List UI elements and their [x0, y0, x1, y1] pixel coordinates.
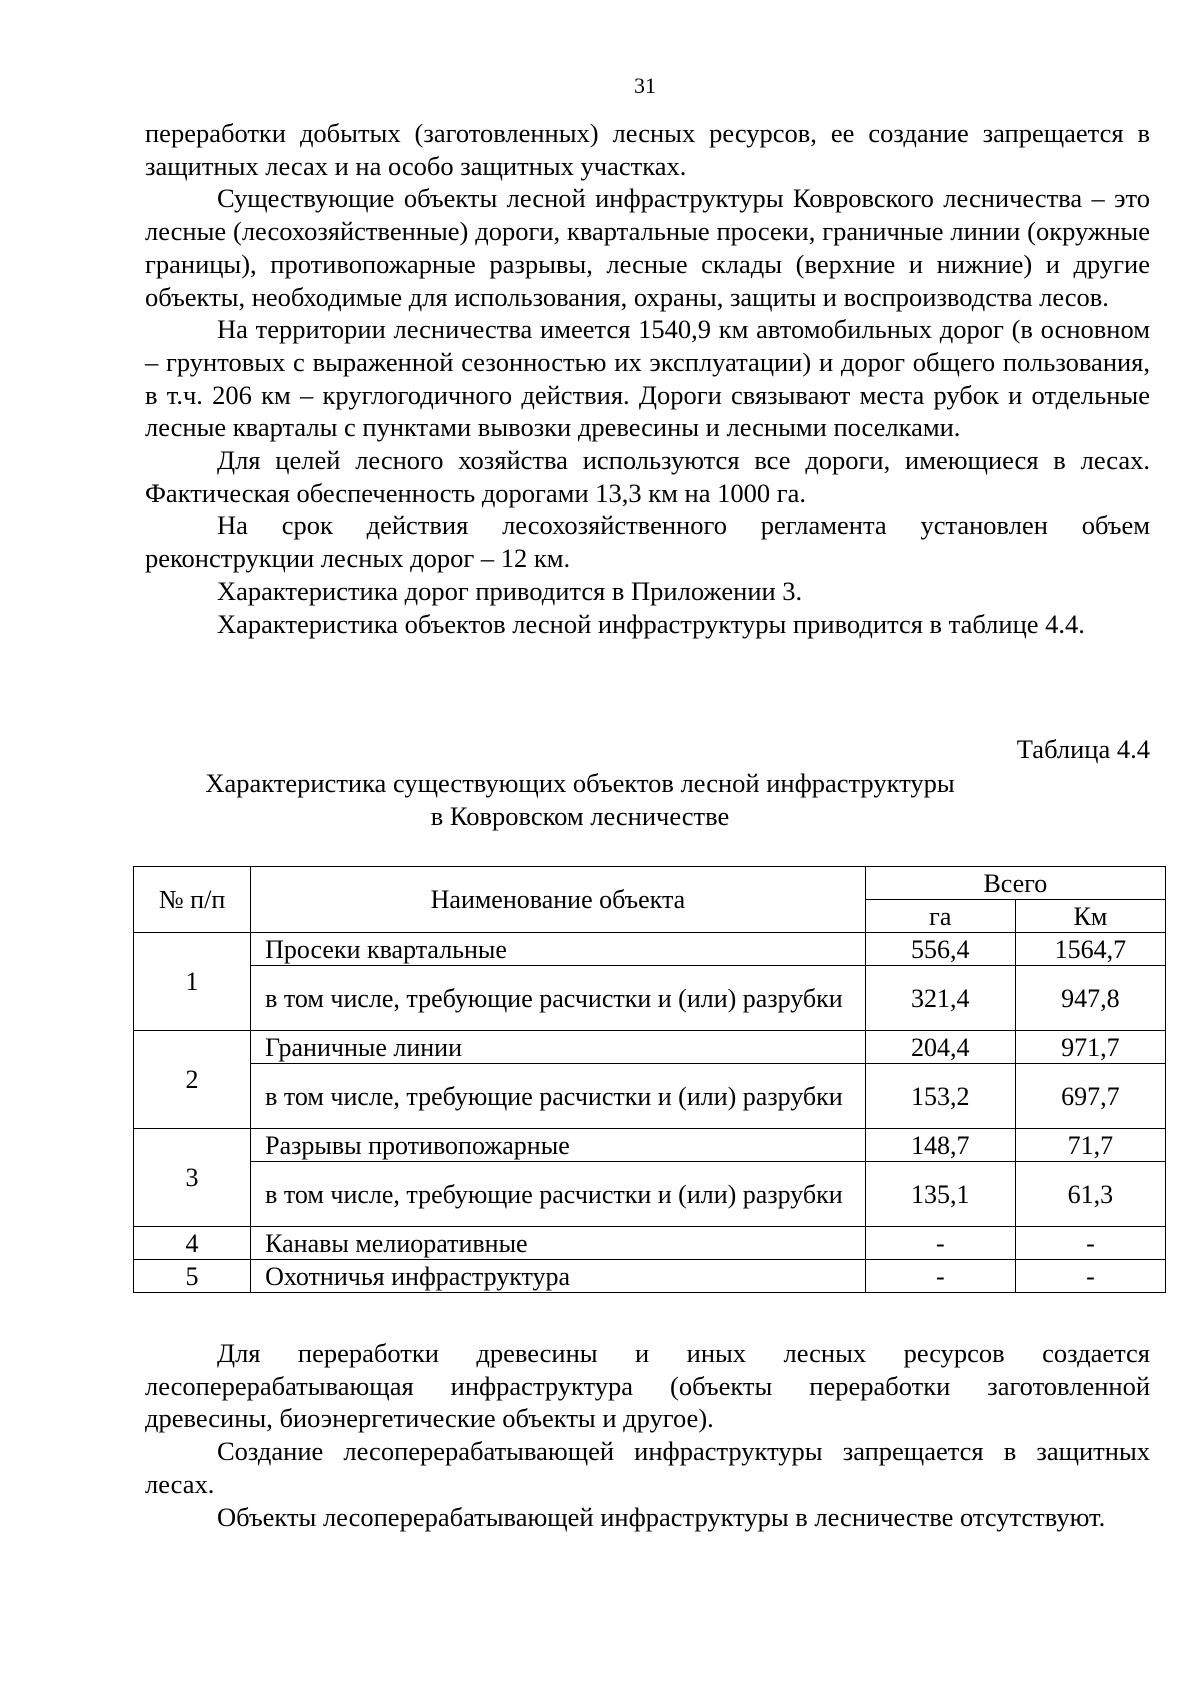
- table-row: [134, 1260, 1166, 1293]
- page-number: 31: [634, 73, 656, 98]
- header-num: № п/п: [134, 867, 251, 933]
- row-num: 5: [134, 1260, 251, 1293]
- header-ha: га: [865, 900, 1015, 933]
- subrow-ha: 321,4: [865, 966, 1015, 1031]
- subrow-km: 947,8: [1015, 966, 1165, 1031]
- row-num: 1: [134, 933, 251, 1031]
- row-ha: -: [865, 1260, 1015, 1293]
- header-total: Всего: [865, 867, 1165, 900]
- subrow-name: в том числе, требующие расчистки и (или) разрубки: [251, 966, 866, 1031]
- subrow-ha: 135,1: [865, 1162, 1015, 1227]
- header-name: Наименование объекта: [251, 867, 866, 933]
- row-km: 71,7: [1015, 1129, 1165, 1162]
- row-ha: 204,4: [865, 1031, 1015, 1064]
- row-name: Канавы мелиоративные: [251, 1227, 866, 1260]
- subrow-name: в том числе, требующие расчистки и (или) разрубки: [251, 1162, 866, 1227]
- paragraph: переработки добытых (заготовленных) лесных ресурсов, ее создание запрещается в защитных лесах и на особо защитных участках.: [145, 118, 1150, 181]
- row-ha: 148,7: [865, 1129, 1015, 1162]
- table-label: Таблица 4.4: [1016, 734, 1150, 764]
- table-title: [145, 767, 1150, 833]
- row-km: -: [1015, 1260, 1165, 1293]
- header-km: Км: [1015, 900, 1165, 933]
- table-subrow: [134, 966, 1166, 1031]
- row-num: 2: [134, 1031, 251, 1129]
- subrow-name: в том числе, требующие расчистки и (или) разрубки: [251, 1064, 866, 1129]
- paragraph: На срок действия лесохозяйственного регламента установлен объем реконструкции лесных дорог – 12 км.: [145, 510, 1150, 574]
- table-header-row: [134, 867, 1166, 900]
- table-row: [134, 1129, 1166, 1162]
- paragraph: Для целей лесного хозяйства используются все дороги, имеющиеся в лесах. Фактическая обеспеченность дорогами 13,3 км на 1000 га.: [145, 445, 1150, 508]
- subrow-km: 697,7: [1015, 1064, 1165, 1129]
- paragraph: Характеристика дорог приводится в Приложении 3.: [217, 575, 803, 606]
- paragraph: На территории лесничества имеется 1540,9 км автомобильных дорог (в основном – грунтовых с выраженной сезонностью их эксплуатации) и дорог общего пользования, в т.ч. 206 км – круглогодичного действия. Дороги связывают места рубок и отдельные лесные кварталы с пунктами вывозки древесины и лесными поселками.: [145, 314, 1150, 443]
- table-row: [134, 1031, 1166, 1064]
- row-num: 4: [134, 1227, 251, 1260]
- row-num: 3: [134, 1129, 251, 1227]
- table-row: [134, 933, 1166, 966]
- row-km: 971,7: [1015, 1031, 1165, 1064]
- table-subrow: [134, 1064, 1166, 1129]
- row-name: Граничные линии: [251, 1031, 866, 1064]
- paragraph: Создание лесоперерабатывающей инфраструктуры запрещается в защитных лесах.: [145, 1436, 1150, 1499]
- paragraph: Объекты лесоперерабатывающей инфраструктуры в лесничестве отсутствуют.: [217, 1501, 1106, 1532]
- row-ha: 556,4: [865, 933, 1015, 966]
- row-name: Просеки квартальные: [251, 933, 866, 966]
- row-km: -: [1015, 1227, 1165, 1260]
- subrow-km: 61,3: [1015, 1162, 1165, 1227]
- table-title-line: в Ковровском лесничестве: [430, 801, 730, 831]
- infrastructure-table: [133, 866, 1166, 1293]
- row-name: Разрывы противопожарные: [251, 1129, 866, 1162]
- text-block-bottom: [145, 1337, 1150, 1533]
- row-ha: -: [865, 1227, 1015, 1260]
- text-block-top: [145, 117, 1150, 640]
- subrow-ha: 153,2: [865, 1064, 1015, 1129]
- paragraph: Характеристика объектов лесной инфраструктуры приводится в таблице 4.4.: [217, 608, 1085, 639]
- row-name: Охотничья инфраструктура: [251, 1260, 866, 1293]
- paragraph: Существующие объекты лесной инфраструктуры Ковровского лесничества – это лесные (лесохозяйственные) дороги, квартальные просеки, граничные линии (окружные границы), противопожарные разрывы, лесные склады (верхние и нижние) и другие объекты, необходимые для использования, охраны, защиты и воспроизводства лесов.: [145, 183, 1150, 312]
- paragraph: Для переработки древесины и иных лесных ресурсов создается лесоперерабатывающая инфраструктура (объекты переработки заготовленной древесины, биоэнергетические объекты и другое).: [145, 1338, 1150, 1434]
- table-title-line: Характеристика существующих объектов лесной инфраструктуры: [205, 768, 955, 798]
- row-km: 1564,7: [1015, 933, 1165, 966]
- table-row: [134, 1227, 1166, 1260]
- table-subrow: [134, 1162, 1166, 1227]
